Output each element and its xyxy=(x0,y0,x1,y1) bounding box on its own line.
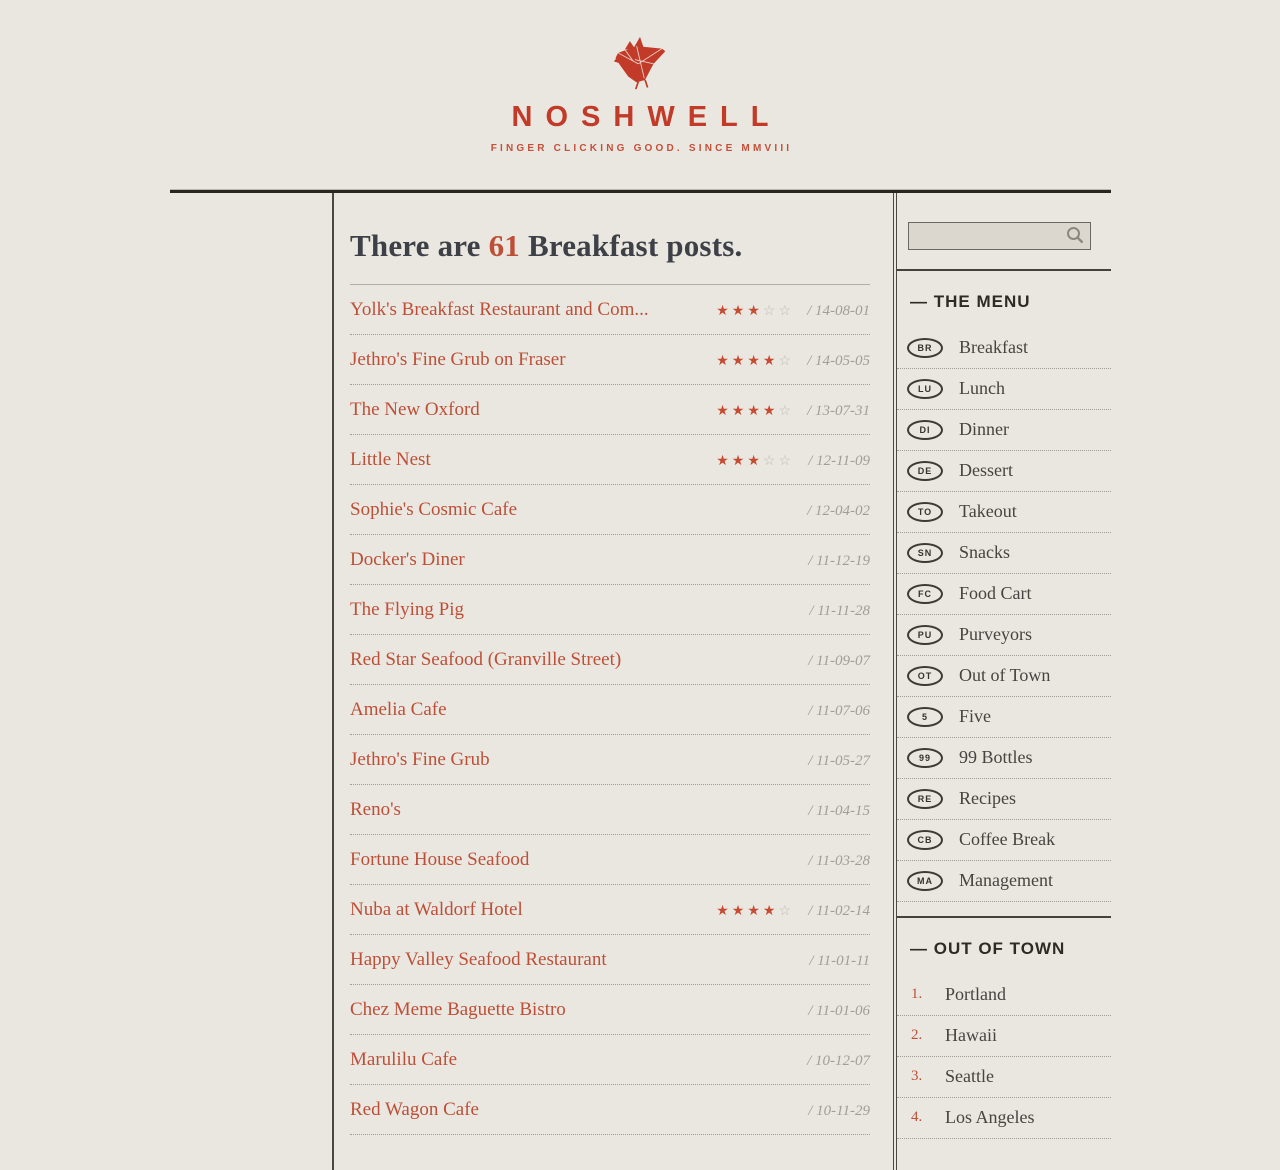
post-date: / 11-01-06 xyxy=(808,1003,870,1019)
menu-item-label: Dessert xyxy=(959,460,1013,480)
page-title-suffix: Breakfast posts. xyxy=(520,228,743,263)
post-row xyxy=(350,435,870,485)
post-title-link[interactable]: Fortune House Seafood xyxy=(350,849,530,870)
star-empty-icon: ☆ xyxy=(762,304,779,319)
menu-item-link[interactable] xyxy=(897,410,1111,451)
menu-list-item xyxy=(897,738,1111,779)
menu-item-label: Snacks xyxy=(959,542,1010,562)
post-title-link[interactable]: The New Oxford xyxy=(350,399,480,420)
menu-list-item xyxy=(897,451,1111,492)
out-of-town-list-item xyxy=(897,975,1111,1016)
menu-item-link[interactable] xyxy=(897,574,1111,615)
post-row xyxy=(350,635,870,685)
out-of-town-list-item xyxy=(897,1016,1111,1057)
menu-list-item xyxy=(897,328,1111,369)
star-filled-icon: ★ xyxy=(716,354,732,369)
category-badge: PU xyxy=(907,625,943,645)
menu-item-label: Dinner xyxy=(959,419,1009,439)
star-rating xyxy=(716,903,794,920)
menu-list-item xyxy=(897,779,1111,820)
out-of-town-link[interactable] xyxy=(897,1057,1111,1098)
post-row xyxy=(350,985,870,1035)
page-title-prefix: There are xyxy=(350,228,489,263)
post-title-link[interactable]: Marulilu Cafe xyxy=(350,1049,458,1070)
menu-item-link[interactable] xyxy=(897,861,1111,902)
sidebar xyxy=(897,193,1111,1170)
out-of-town-list-item xyxy=(897,1098,1111,1139)
site-header xyxy=(0,0,1280,190)
star-rating xyxy=(716,353,794,370)
site-logo[interactable] xyxy=(488,0,793,154)
menu-item-label: Recipes xyxy=(959,788,1016,808)
star-filled-icon: ★ xyxy=(762,354,779,369)
post-title-link[interactable]: Nuba at Waldorf Hotel xyxy=(350,899,523,920)
star-filled-icon: ★ xyxy=(731,904,748,919)
post-title-link[interactable]: Yolk's Breakfast Restaurant and Com... xyxy=(350,299,649,320)
menu-list-item xyxy=(897,369,1111,410)
star-filled-icon: ★ xyxy=(731,304,748,319)
post-date: / 11-01-11 xyxy=(809,953,870,969)
post-title-link[interactable]: Jethro's Fine Grub on Fraser xyxy=(350,349,566,370)
out-of-town-label: Seattle xyxy=(945,1066,994,1086)
post-title-link[interactable]: Little Nest xyxy=(350,449,431,470)
post-date: / 10-12-07 xyxy=(807,1053,870,1069)
menu-item-label: Five xyxy=(959,706,992,726)
menu-item-label: Out of Town xyxy=(959,665,1051,685)
menu-item-label: Lunch xyxy=(959,378,1005,398)
star-empty-icon: ☆ xyxy=(762,454,779,469)
sidebar-divider-2 xyxy=(897,916,1111,918)
menu-item-link[interactable] xyxy=(897,738,1111,779)
post-title-link[interactable]: Docker's Diner xyxy=(350,549,465,570)
menu-item-link[interactable] xyxy=(897,615,1111,656)
out-of-town-number: 3. xyxy=(911,1068,923,1084)
star-filled-icon: ★ xyxy=(716,904,732,919)
star-empty-icon: ☆ xyxy=(778,404,794,419)
out-of-town-label: Los Angeles xyxy=(945,1107,1035,1127)
post-date: / 14-08-01 xyxy=(807,303,870,319)
menu-item-link[interactable] xyxy=(897,492,1111,533)
menu-item-link[interactable] xyxy=(897,820,1111,861)
post-row xyxy=(350,735,870,785)
category-badge: SN xyxy=(907,543,943,563)
star-filled-icon: ★ xyxy=(747,454,763,469)
post-row xyxy=(350,1085,870,1135)
out-of-town-label: Hawaii xyxy=(945,1025,997,1045)
post-title-link[interactable]: Happy Valley Seafood Restaurant xyxy=(350,949,607,970)
post-date: / 11-09-07 xyxy=(808,653,870,669)
content-frame xyxy=(170,190,1111,1170)
menu-item-link[interactable] xyxy=(897,369,1111,410)
menu-item-label: Breakfast xyxy=(959,337,1028,357)
site-name: NOSHWELL xyxy=(511,101,782,133)
sidebar-divider xyxy=(897,269,1111,271)
star-filled-icon: ★ xyxy=(731,454,748,469)
out-of-town-link[interactable] xyxy=(897,975,1111,1016)
category-badge: DI xyxy=(907,420,943,440)
post-title-link[interactable]: Sophie's Cosmic Cafe xyxy=(350,499,518,520)
star-empty-icon: ☆ xyxy=(778,354,794,369)
category-badge: RE xyxy=(907,789,943,809)
search-icon xyxy=(1065,225,1085,245)
star-filled-icon: ★ xyxy=(731,404,748,419)
menu-item-label: Food Cart xyxy=(959,583,1032,603)
post-title-link[interactable]: Amelia Cafe xyxy=(350,699,447,720)
menu-list-item xyxy=(897,820,1111,861)
post-date: / 11-12-19 xyxy=(808,553,870,569)
menu-list-item xyxy=(897,615,1111,656)
menu-item-label: 99 Bottles xyxy=(959,747,1033,767)
menu-item-link[interactable] xyxy=(897,328,1111,369)
menu-item-link[interactable] xyxy=(897,533,1111,574)
post-row xyxy=(350,885,870,935)
star-empty-icon: ☆ xyxy=(778,304,794,319)
post-row xyxy=(350,1035,870,1085)
menu-item-label: Takeout xyxy=(959,501,1017,521)
post-title-link[interactable]: Chez Meme Baguette Bistro xyxy=(350,999,566,1020)
menu-item-link[interactable] xyxy=(897,697,1111,738)
menu-list-item xyxy=(897,533,1111,574)
menu-item-link[interactable] xyxy=(897,779,1111,820)
star-filled-icon: ★ xyxy=(716,404,732,419)
category-badge: 5 xyxy=(907,707,943,727)
post-date: / 11-04-15 xyxy=(808,803,870,819)
post-date: / 10-11-29 xyxy=(808,1103,870,1119)
search-button[interactable] xyxy=(1063,225,1087,247)
star-filled-icon: ★ xyxy=(747,404,763,419)
star-rating xyxy=(716,303,794,320)
post-row xyxy=(350,585,870,635)
post-row xyxy=(350,685,870,735)
out-of-town-label: Portland xyxy=(945,984,1006,1004)
post-row xyxy=(350,335,870,385)
post-row xyxy=(350,535,870,585)
left-gutter xyxy=(170,193,332,1170)
category-badge: FC xyxy=(907,584,943,604)
menu-item-label: Purveyors xyxy=(959,624,1032,644)
star-filled-icon: ★ xyxy=(716,304,732,319)
post-date: / 11-11-28 xyxy=(809,603,870,619)
category-badge: CB xyxy=(907,830,943,850)
star-filled-icon: ★ xyxy=(716,454,732,469)
star-filled-icon: ★ xyxy=(747,304,763,319)
category-badge: DE xyxy=(907,461,943,481)
post-date: / 11-05-27 xyxy=(808,753,870,769)
site-tagline: FINGER CLICKING GOOD. SINCE MMVIII xyxy=(490,143,793,154)
page-title xyxy=(350,228,870,264)
post-date: / 12-11-09 xyxy=(808,453,870,469)
out-of-town-link[interactable] xyxy=(897,1016,1111,1057)
menu-list-item xyxy=(897,410,1111,451)
star-filled-icon: ★ xyxy=(747,904,763,919)
post-row xyxy=(350,385,870,435)
post-title-link[interactable]: Reno's xyxy=(350,799,401,820)
menu-item-label: Coffee Break xyxy=(959,829,1056,849)
main-column xyxy=(332,193,893,1170)
out-of-town-list-item xyxy=(897,1057,1111,1098)
post-count: 61 xyxy=(488,228,520,263)
category-badge: 99 xyxy=(907,748,943,768)
post-title-link[interactable]: Jethro's Fine Grub xyxy=(350,749,490,770)
menu-item-label: Management xyxy=(959,870,1053,890)
star-rating xyxy=(716,453,794,470)
menu-list xyxy=(897,328,1111,902)
post-title-link[interactable]: The Flying Pig xyxy=(350,599,465,620)
post-title-link[interactable]: Red Star Seafood (Granville Street) xyxy=(350,649,622,670)
post-row xyxy=(350,785,870,835)
menu-section-title: — THE MENU xyxy=(910,292,1031,311)
menu-item-link[interactable] xyxy=(897,451,1111,492)
star-empty-icon: ☆ xyxy=(778,454,794,469)
post-date: / 11-07-06 xyxy=(808,703,870,719)
post-date: / 12-04-02 xyxy=(807,503,870,519)
out-of-town-number: 1. xyxy=(911,986,923,1002)
star-filled-icon: ★ xyxy=(762,404,779,419)
menu-item-link[interactable] xyxy=(897,656,1111,697)
post-row xyxy=(350,935,870,985)
category-badge: BR xyxy=(907,338,943,358)
menu-list-item xyxy=(897,574,1111,615)
post-date: / 11-02-14 xyxy=(808,903,870,919)
star-empty-icon: ☆ xyxy=(778,904,794,919)
category-badge: OT xyxy=(907,666,943,686)
menu-list-item xyxy=(897,697,1111,738)
post-date: / 14-05-05 xyxy=(807,353,870,369)
out-of-town-link[interactable] xyxy=(897,1098,1111,1139)
out-of-town-number: 4. xyxy=(911,1109,923,1125)
post-row xyxy=(350,485,870,535)
star-filled-icon: ★ xyxy=(762,904,779,919)
out-of-town-number: 2. xyxy=(911,1027,923,1043)
rooster-logo-icon xyxy=(613,34,667,92)
search-box xyxy=(908,222,1091,250)
menu-list-item xyxy=(897,861,1111,902)
post-date: / 11-03-28 xyxy=(808,853,870,869)
star-filled-icon: ★ xyxy=(731,354,748,369)
category-badge: MA xyxy=(907,871,943,891)
menu-list-item xyxy=(897,492,1111,533)
post-list xyxy=(350,285,870,1135)
category-badge: TO xyxy=(907,502,943,522)
menu-list-item xyxy=(897,656,1111,697)
star-rating xyxy=(716,403,794,420)
category-badge: LU xyxy=(907,379,943,399)
post-title-link[interactable]: Red Wagon Cafe xyxy=(350,1099,479,1120)
star-filled-icon: ★ xyxy=(747,354,763,369)
post-date: / 13-07-31 xyxy=(807,403,870,419)
out-of-town-list xyxy=(897,975,1111,1139)
post-row xyxy=(350,835,870,885)
post-row xyxy=(350,285,870,335)
out-of-town-section-title: — OUT OF TOWN xyxy=(910,939,1066,958)
